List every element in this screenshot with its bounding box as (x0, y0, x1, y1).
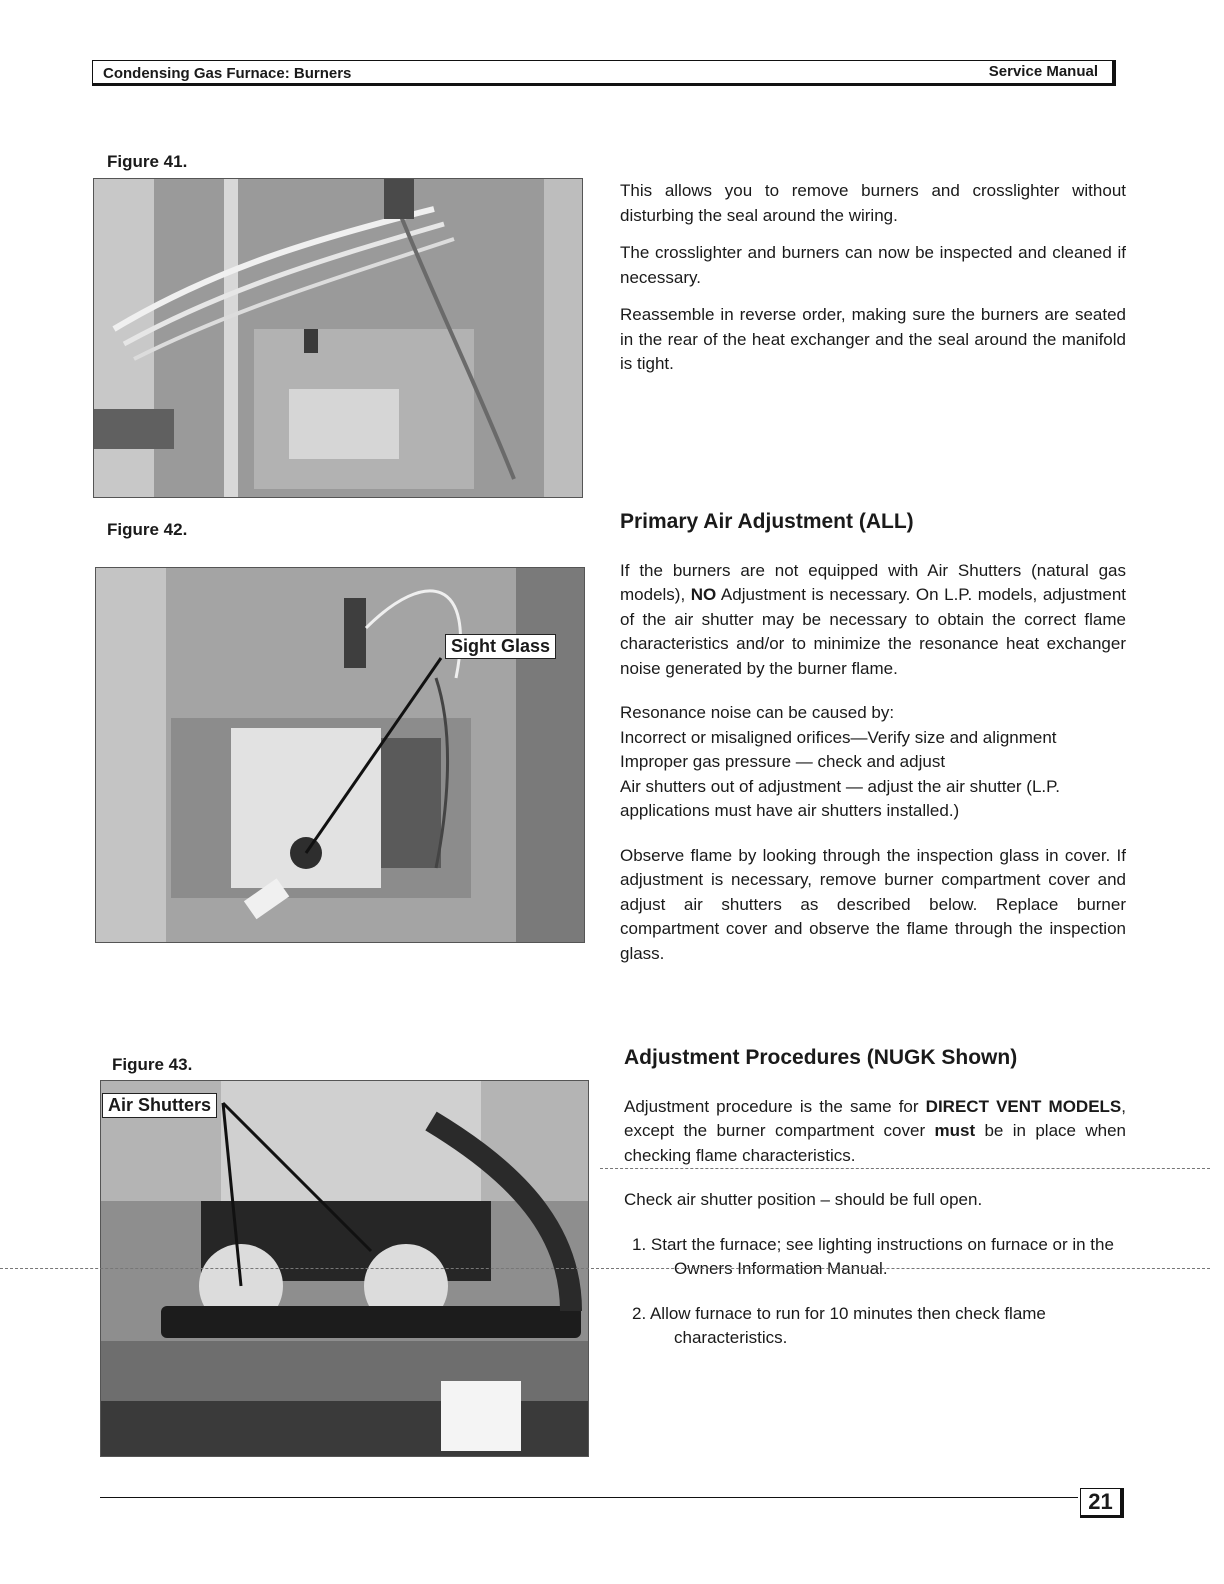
scan-artifact-line (600, 1168, 1210, 1169)
bold-run: DIRECT VENT MODELS (925, 1096, 1122, 1116)
text-run: If the burners are not equipped with Air Shutters (natural gas models), (620, 560, 1126, 604)
air-shutters-callout: Air Shutters (102, 1093, 217, 1118)
procedures-heading: Adjustment Procedures (NUGK Shown) (624, 1046, 1018, 1069)
figure-42-photo (95, 567, 585, 943)
primary-air-paragraph (620, 559, 1126, 682)
figure-41-photo (93, 178, 583, 498)
page-number: 21 (1080, 1488, 1124, 1518)
scan-artifact-line (0, 1268, 1210, 1269)
procedure-step: 2. Allow furnace to run for 10 minutes then check flame characteristics. (632, 1303, 1046, 1347)
resonance-line: Improper gas pressure — check and adjust (620, 752, 946, 771)
procedures-paragraph (624, 1095, 1126, 1169)
resonance-causes (620, 701, 1126, 824)
text-run: , except the burner compartment cover (624, 1096, 1126, 1140)
bold-run: NO (690, 585, 717, 604)
page-header (92, 60, 1116, 86)
manual-title: Service Manual (988, 63, 1098, 80)
sight-glass-callout: Sight Glass (445, 634, 556, 659)
text-run: be in place when checking flame characteristics. (624, 1121, 1127, 1165)
text-run: Adjustment procedure is the same for (624, 1096, 926, 1116)
primary-air-section (620, 510, 1126, 979)
intro-paragraph: This allows you to remove burners and crosslighter without disturbing the seal around the wiring. (620, 181, 1126, 225)
resonance-line: Incorrect or misaligned orifices—Verify size and alignment (620, 727, 1057, 747)
procedure-step: 1. Start the furnace; see lighting instructions on furnace or in the Owners Information Manual. (632, 1234, 1114, 1278)
bold-run: must (934, 1121, 976, 1140)
procedure-steps (624, 1233, 1126, 1351)
figure-42-label: Figure 42. (107, 520, 188, 539)
check-shutter-text: Check air shutter position – should be full open. (624, 1190, 983, 1209)
intro-paragraph: Reassemble in reverse order, making sure the burners are seated in the rear of the heat exchanger and the seal around the manifold is tight. (620, 305, 1126, 373)
figure-41-label: Figure 41. (107, 152, 188, 171)
resonance-line: Resonance noise can be caused by: (620, 703, 895, 722)
primary-air-heading: Primary Air Adjustment (ALL) (620, 510, 914, 533)
observe-paragraph: Observe flame by looking through the inspection glass in cover. If adjustment is necessary, remove burner compartment cover and adjust air shutters as described below. Replace burner compartment cover and observe the flame through the inspection glass. (620, 845, 1126, 963)
resonance-line: Air shutters out of adjustment — adjust the air shutter (L.P. applications must have air shutters installed.) (620, 776, 1061, 820)
intro-paragraph: The crosslighter and burners can now be inspected and cleaned if necessary. (620, 243, 1126, 287)
footer-rule (100, 1497, 1078, 1498)
intro-text (620, 179, 1126, 390)
procedures-section (624, 1046, 1126, 1364)
section-title: Condensing Gas Furnace: Burners (103, 65, 352, 82)
text-run: Adjustment is necessary. On L.P. models, adjustment of the air shutter may be necessary to obtain the correct flame characteristics and/or to minimize the resonance heat exchanger noise generated by the burner flame. (620, 585, 1126, 678)
figure-43-label: Figure 43. (112, 1055, 193, 1074)
